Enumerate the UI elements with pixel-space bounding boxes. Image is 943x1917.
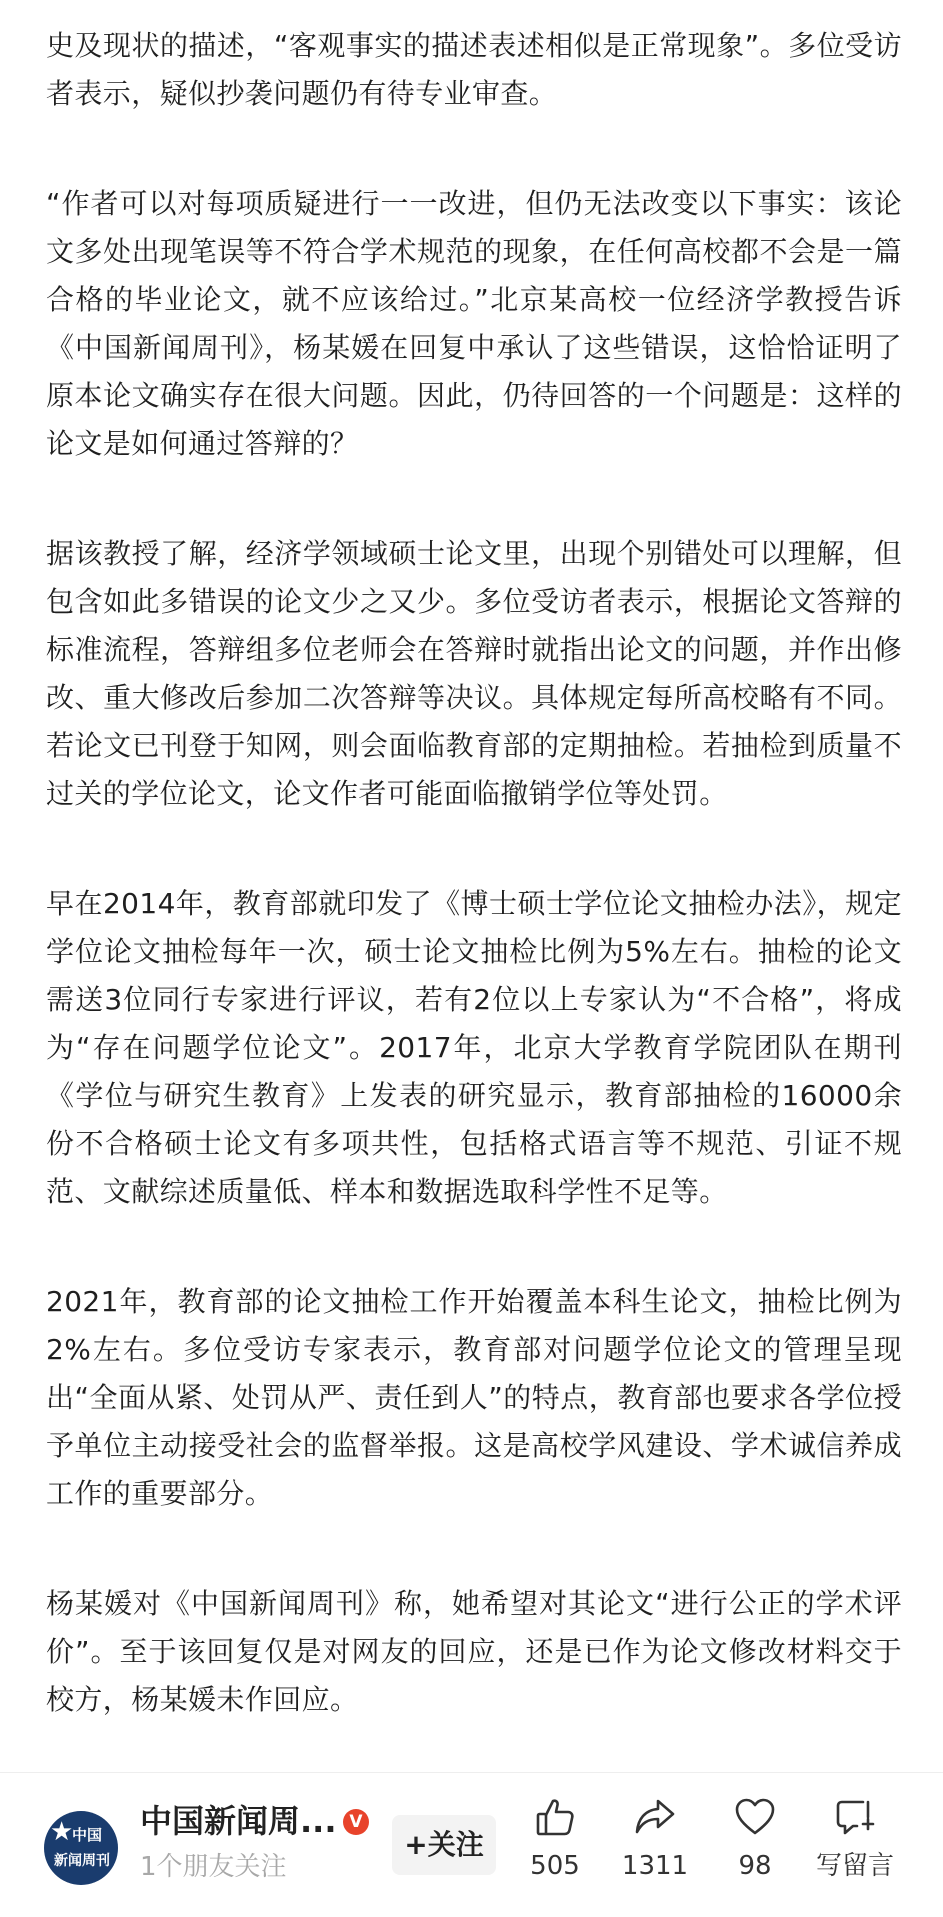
author-avatar[interactable] [44,1811,118,1885]
article-paragraph: 据该教授了解，经济学领域硕士论文里，出现个别错处可以理解，但包含如此多错误的论文少之又少。多位受访者表示，根据论文答辩的标准流程，答辩组多位老师会在答辩时就指出论文的问题，并作出修改、重大修改后参加二次答辩等决议。具体规定每所高校略有不同。若论文已刊登于知网，则会面临教育部的定期抽检。若抽检到质量不过关的学位论文，论文作者可能面临撤销学位等处罚。 [46,537,902,810]
favorite-count: 98 [738,1851,772,1881]
bottom-action-bar [0,1772,943,1917]
like-button[interactable] [505,1795,605,1881]
avatar-logo-bottom: 新闻周刊 [54,1853,110,1869]
article-paragraph: “作者可以对每项质疑进行一一改进，但仍无法改变以下事实：该论文多处出现笔误等不符合学术规范的现象，在任何高校都不会是一篇合格的毕业论文，就不应该给过。”北京某高校一位经济学教授告诉《中国新闻周刊》，杨某媛在回复中承认了这些错误，这恰恰证明了原本论文确实存在很大问题。因此，仍待回答的一个问题是：这样的论文是如何通过答辩的？ [46,187,902,460]
avatar-logo-top: 中国 [72,1826,103,1844]
article-paragraph: 史及现状的描述，“客观事实的描述表述相似是正常现象”。多位受访者表示，疑似抄袭问题仍有待专业审查。 [46,29,902,110]
like-count: 505 [530,1851,580,1881]
heart-icon [733,1795,777,1839]
article-paragraph: 杨某媛对《中国新闻周刊》称，她希望对其论文“进行公正的学术评价”。至于该回复仅是对网友的回应，还是已作为论文修改材料交于校方，杨某媛未作回应。 [46,1587,902,1716]
star-logo-icon: ★ [50,1817,74,1847]
comment-button[interactable] [805,1795,905,1881]
article-paragraph: 早在2014年，教育部就印发了《博士硕士学位论文抽检办法》，规定学位论文抽检每年一次，硕士论文抽检比例为5%左右。抽检的论文需送3位同行专家进行评议，若有2位以上专家认为“不合格”，将成为“存在问题学位论文”。2017年，北京大学教育学院团队在期刊《学位与研究生教育》上发表的研究显示，教育部抽检的16000余份不合格硕士论文有多项共性，包括格式语言等不规范、引证不规范、文献综述质量低、样本和数据选取科学性不足等。 [46,887,902,1208]
favorite-button[interactable] [705,1795,805,1881]
article-paragraph: 2021年，教育部的论文抽检工作开始覆盖本科生论文，抽检比例为2%左右。多位受访专家表示，教育部对问题学位论文的管理呈现出“全面从紧、处罚从严、责任到人”的特点，教育部也要求各学位授予单位主动接受社会的监督举报。这是高校学风建设、学术诚信养成工作的重要部分。 [46,1285,902,1510]
share-arrow-icon [633,1795,677,1839]
article-body [46,22,902,1786]
verified-badge-icon: V [343,1809,369,1835]
thumbs-up-icon [533,1795,577,1839]
comment-add-icon [833,1795,877,1839]
share-count: 1311 [621,1851,689,1881]
follow-button[interactable]: +关注 [392,1815,496,1875]
author-name[interactable]: 中国新闻周... [140,1802,337,1840]
comment-label: 写留言 [815,1851,894,1881]
friends-follow-text: 1个朋友关注 [140,1852,287,1882]
share-button[interactable] [605,1795,705,1881]
